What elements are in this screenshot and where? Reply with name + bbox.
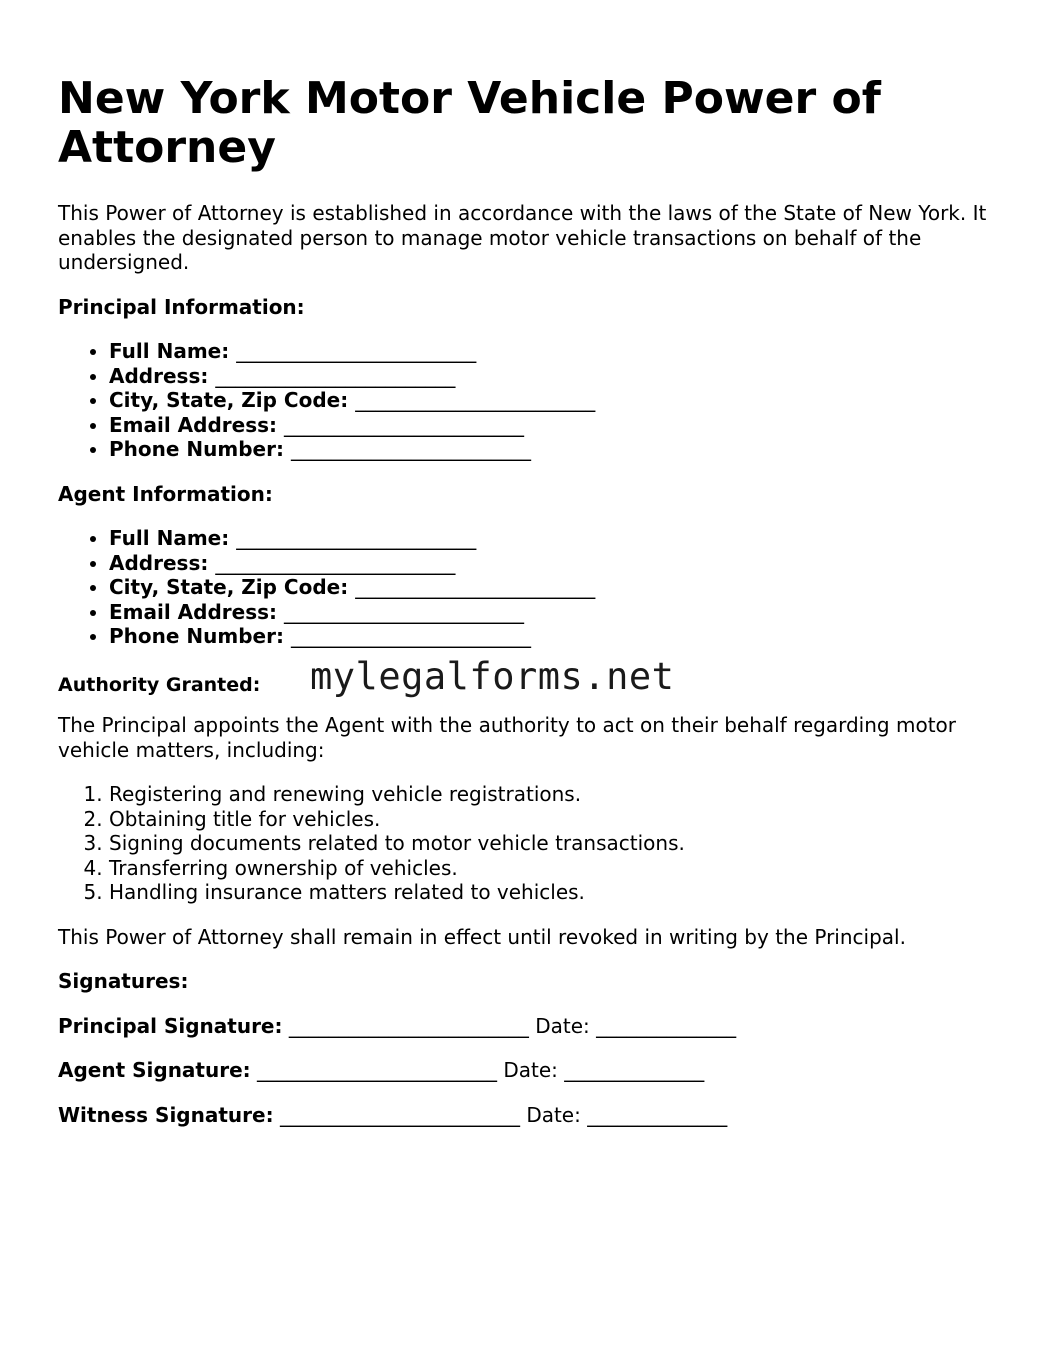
field-label: Phone Number: [109, 624, 284, 648]
field-label: City, State, Zip Code: [109, 575, 349, 599]
agent-phone-field [109, 624, 1008, 649]
blank-line: ________________________ [284, 599, 524, 624]
field-label: Phone Number: [109, 437, 284, 461]
watermark: mylegalforms.net [310, 654, 675, 698]
field-label: Full Name: [109, 526, 230, 550]
field-label: Address: [109, 363, 209, 388]
field-label: Full Name: [109, 339, 230, 363]
agent-address-field [109, 551, 1008, 576]
authority-closing: This Power of Attorney shall remain in effect until revoked in writing by the Principal. [58, 924, 906, 949]
date-blank: ______________ [596, 1013, 737, 1038]
field-label: City, State, Zip Code: [109, 388, 349, 412]
blank-line: ________________________ [290, 437, 531, 461]
principal-full-name-field [109, 339, 1008, 364]
principal-heading: Principal Information: [58, 294, 305, 319]
signatures-heading: Signatures: [58, 969, 189, 993]
blank-line: ________________________ [215, 550, 456, 575]
signature-label: Principal Signature: [58, 1013, 283, 1038]
agent-city-state-zip-field [109, 575, 1008, 600]
date-label: Date: [535, 1013, 590, 1038]
authority-heading-row [58, 654, 1008, 698]
principal-phone-field [109, 437, 1008, 462]
authority-item: 1. Registering and renewing vehicle registrations. [109, 782, 1008, 807]
principal-signature-line [58, 1014, 1008, 1039]
authority-item: 5. Handling insurance matters related to vehicles. [109, 880, 1008, 905]
authority-list [58, 782, 1008, 905]
date-blank: ______________ [587, 1102, 728, 1127]
blank-line: ________________________ [215, 363, 456, 388]
authority-heading: Authority Granted: [58, 673, 261, 696]
date-blank: ______________ [564, 1058, 705, 1082]
blank-line: ________________________ [290, 624, 531, 648]
blank-line: ________________________ [355, 388, 596, 412]
date-label: Date: [503, 1058, 558, 1082]
signature-blank: ________________________ [288, 1013, 529, 1038]
principal-email-field [109, 413, 1008, 438]
authority-intro: The Principal appoints the Agent with the authority to act on their behalf regarding motor vehicle matters, including: [58, 713, 956, 762]
authority-item: 2. Obtaining title for vehicles. [109, 807, 1008, 832]
document-title: New York Motor Vehicle Power of Attorney [58, 73, 881, 173]
date-label: Date: [526, 1102, 581, 1127]
authority-item: 4. Transferring ownership of vehicles. [109, 856, 1008, 881]
signature-label: Agent Signature: [58, 1058, 251, 1082]
blank-line: ________________________ [284, 412, 524, 437]
authority-item: 3. Signing documents related to motor vehicle transactions. [109, 831, 1008, 856]
field-label: Address: [109, 550, 209, 575]
witness-signature-line [58, 1103, 1008, 1128]
field-label: Email Address: [109, 599, 278, 624]
principal-address-field [109, 364, 1008, 389]
agent-full-name-field [109, 526, 1008, 551]
signature-label: Witness Signature: [58, 1102, 274, 1127]
signature-blank: ________________________ [279, 1102, 520, 1127]
agent-signature-line [58, 1058, 1008, 1083]
principal-field-list [58, 339, 1008, 462]
document-page [58, 74, 1008, 1127]
intro-paragraph: This Power of Attorney is established in accordance with the laws of the State of New York. It enables the designated person to manage motor vehicle transactions on behalf of the undersigned. [58, 201, 987, 274]
blank-line: ________________________ [236, 339, 477, 363]
blank-line: ________________________ [236, 526, 477, 550]
blank-line: ________________________ [355, 575, 596, 599]
agent-field-list [58, 526, 1008, 649]
field-label: Email Address: [109, 412, 278, 437]
agent-email-field [109, 600, 1008, 625]
agent-heading: Agent Information: [58, 481, 273, 506]
principal-city-state-zip-field [109, 388, 1008, 413]
signature-blank: ________________________ [257, 1058, 498, 1082]
